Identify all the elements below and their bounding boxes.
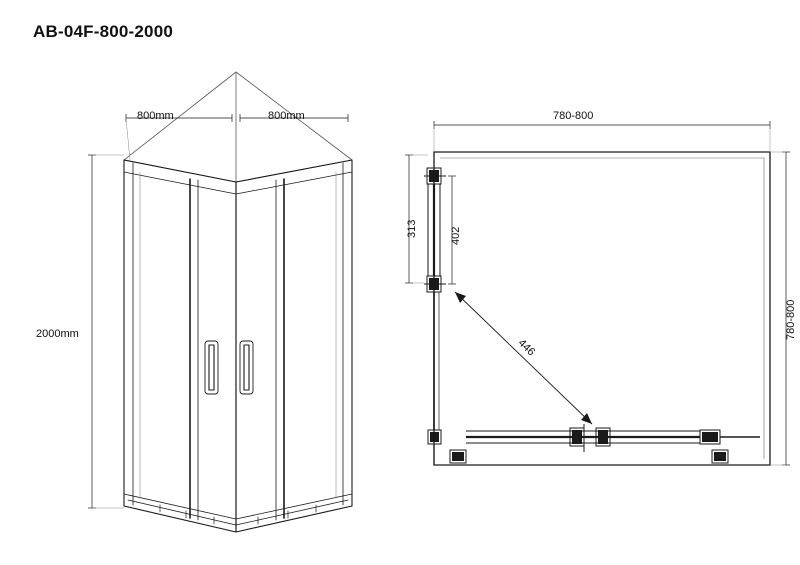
iso-width-right-label: 800mm bbox=[268, 110, 305, 122]
plan-diagonal-label: 446 bbox=[515, 337, 538, 359]
isometric-dimensions bbox=[88, 72, 348, 508]
iso-height-label: 2000mm bbox=[36, 328, 79, 340]
page-title: AB-04F-800-2000 bbox=[33, 22, 174, 41]
plan-dimensions bbox=[405, 121, 790, 465]
plan-inner-offset-label: 402 bbox=[450, 226, 462, 245]
iso-width-left-label: 800mm bbox=[137, 110, 174, 122]
plan-top-width-label: 780-800 bbox=[553, 110, 594, 122]
plan-view bbox=[424, 152, 770, 465]
plan-left-offset-label: 313 bbox=[406, 219, 418, 238]
plan-right-height-label: 780-800 bbox=[785, 299, 797, 340]
isometric-view bbox=[124, 72, 352, 532]
